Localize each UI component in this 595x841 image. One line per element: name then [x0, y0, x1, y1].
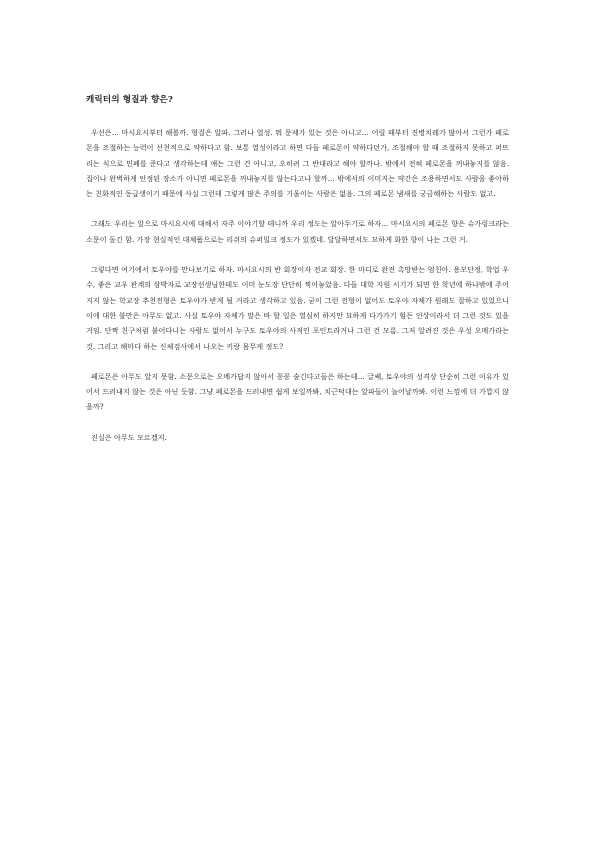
- paragraph-4: 페로몬은 아무도 알지 못함. 소문으로는 오메가답지 않아서 꽁꽁 숨긴다고들은 하는데… 글쎄, 토우야의 성격상 단순히 그런 이유가 있어서 드러내지 않는 것은 아닌 듯함. 그냥 페로몬을 드러내면 쉽게 보일까봐, 치근덕대는 알파들이 늘어날까봐. 이런 느낌에 더 가깝지 않을까?: [86, 371, 509, 412]
- paragraph-3: 그렇다면 여기에서 토우야를 만나보기로 하자. 마시요시의 반 회장이자 전교 회장. 한 마디로 완전 촉망받는 엄친아. 용모단정, 학업 우수, 좋은 교우 관계의 삼박자로 교장선생님한테도 이미 눈도장 단단히 찍어놓았음. 다들 대학 지원 시기가 되면 한 학년에 하나밖에 주어지지 않는 학교장 추천전형은 토우야가 받게 될 거라고 생각하고 있음. 굳이 그런 전형이 없어도 토우야 자체가 원래도 잘하고 있었으니 이에 대한 불만은 아무도 없고. 사실 토우야 자체가 말은 바 할 일은 열심히 하지만 묘하게 다가가기 힘든 인상이라서 더 그런 것도 있을 거임. 단짝 친구처럼 붙어다니는 사람도 없어서 누구도 토우야의 사적인 포인트라거나 그런 건 모름. 그저 알려진 것은 우성 오메가라는 것. 그리고 해마다 하는 신체검사에서 나오는 키랑 몸무게 정도?: [86, 265, 509, 351]
- paragraph-1: 우선은… 마시요시부터 해볼까. 형질은 알파. 그러나 열성. 뭐 문제가 있는 것은 아니고… 어릴 때부터 진병치레가 많아서 그런가 페로몬을 조절하는 능력이 선천적으로 약하다고 함. 보통 열성이라고 하면 다들 페로몬이 약하다던가, 조절해야 할 때 조절하지 못하고 퍼뜨리는 식으로 민폐를 준다고 생각하는데 얘는 그런 건 아니고, 오히려 그 반대라고 해야 할까나. 밖에서 전혀 페로몬을 꺼내놓지를 않음. 집이나 완벽하게 안정된 장소가 아니면 페로몬을 꺼내놓지를 않는다고나 할까… 밖에서의 이미지는 약간은 조용하면서도 사람을 좋아하는 친화적인 동급생이기 때문에 사실 그런데 그렇게 많은 주의를 기울이는 사람은 없음. 그의 페로몬 냄새를 궁금해하는 사람도 없고.: [86, 128, 509, 199]
- document-page: [86, 94, 509, 460]
- paragraph-2: 그래도 우리는 앞으로 마시요시에 대해서 자주 이야기할 테니까 우리 정도는 알아두기로 하자… 마시요시의 페로몬 향은 슈가링크라는 소문이 돌긴 함. 가장 현실적인 대체품으로는 리쉬의 슈퍼밀크 정도가 있겠네. 달달하면서도 묘하게 화한 향이 나는 그런 거.: [86, 219, 509, 244]
- paragraph-5: 진실은 아무도 모르겠지.: [91, 432, 167, 442]
- document-title: 캐릭터의 형질과 향은?: [86, 95, 173, 105]
